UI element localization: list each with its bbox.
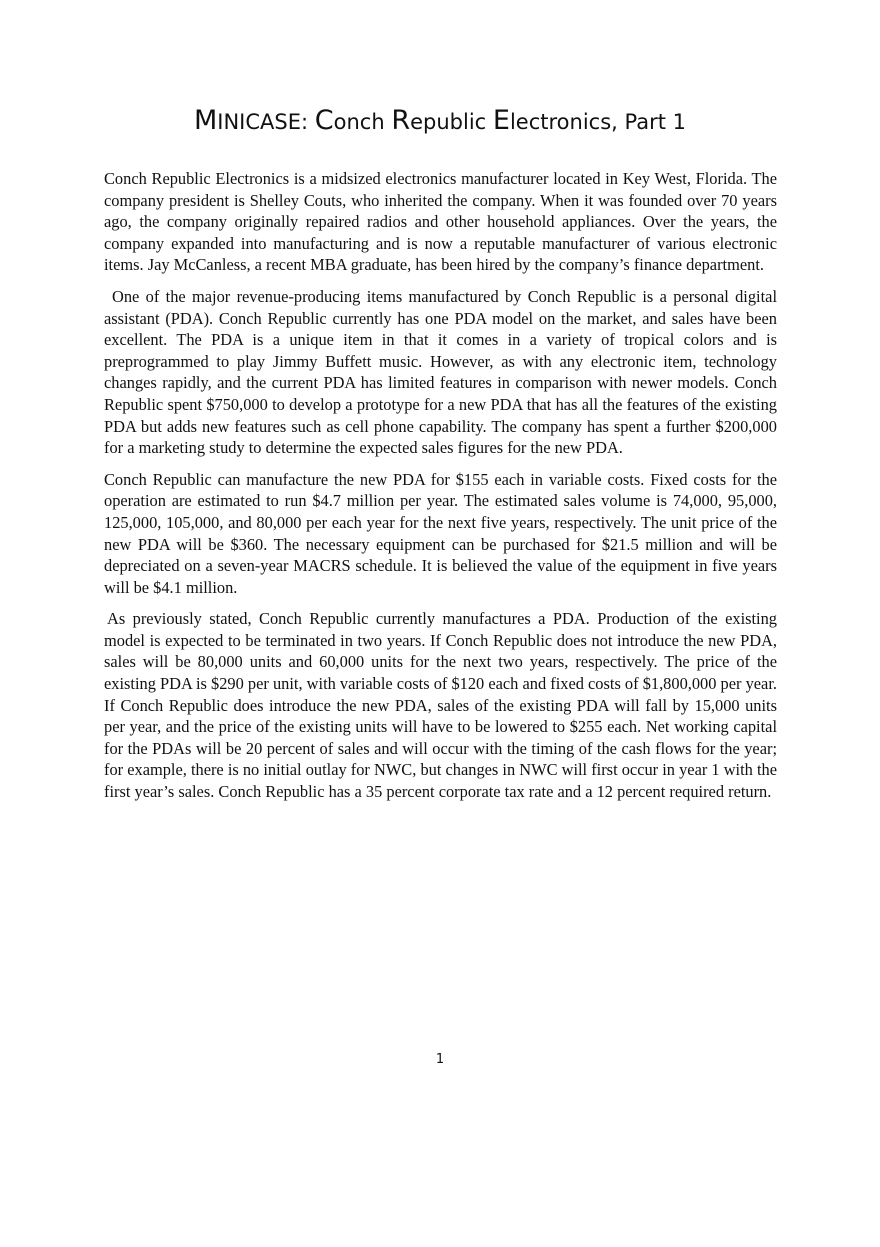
- title-word-conch: Conch: [314, 105, 385, 136]
- paragraph-company-background: Conch Republic Electronics is a midsized electronics manufacturer located in Key West, Florida. The company president is Shelley Couts, who inherited the company. When it was founded over 70 years ago, the company originally repaired radios and other household appliances. Over the years, the company expanded into manufacturing and is now a reputable manufacturer of various electronic items. Jay McCanless, a recent MBA graduate, has been hired by the company’s finance department.: [104, 169, 777, 275]
- title-word-electronics: Electronics,: [492, 105, 618, 136]
- title-word-minicase: MINICASE:: [193, 105, 309, 136]
- paragraph-existing-pda: As previously stated, Conch Republic currently manufactures a PDA. Production of the existing model is expected to be terminated in two years. If Conch Republic does not introduce the new PDA, sales will be 80,000 units and 60,000 units for the next two years, respectively. The price of the existing PDA is $290 per unit, with variable costs of $120 each and fixed costs of $1,800,000 per year. If Conch Republic does introduce the new PDA, sales of the existing PDA will fall by 15,000 units per year, and the price of the existing units will have to be lowered to $255 each. Net working capital for the PDAs will be 20 percent of sales and will occur with the timing of the cash flows for the year; for example, there is no initial outlay for NWC, but changes in NWC will first occur in year 1 with the first year’s sales. Conch Republic has a 35 percent corporate tax rate and a 12 percent required return.: [104, 609, 777, 802]
- title-part-label: Part 1: [624, 110, 687, 134]
- document-body: [104, 168, 777, 813]
- title-word-republic: Republic: [391, 105, 487, 136]
- document-title: [0, 104, 880, 139]
- page-number: 1: [435, 1052, 445, 1067]
- paragraph-new-pda-costs: Conch Republic can manufacture the new PDA for $155 each in variable costs. Fixed costs for the operation are estimated to run $4.7 million per year. The estimated sales volume is 74,000, 95,000, 125,000, 105,000, and 80,000 per each year for the next five years, respectively. The unit price of the new PDA will be $360. The necessary equipment can be purchased for $21.5 million and will be depreciated on a seven-year MACRS schedule. It is believed the value of the equipment in five years will be $4.1 million.: [104, 469, 777, 597]
- paragraph-pda-product: One of the major revenue-producing items manufactured by Conch Republic is a personal digital assistant (PDA). Conch Republic currently has one PDA model on the market, and sales have been excellent. The PDA is a unique item in that it comes in a variety of tropical colors and is preprogrammed to play Jimmy Buffett music. However, as with any electronic item, technology changes rapidly, and the current PDA has limited features in comparison with newer models. Conch Republic spent $750,000 to develop a prototype for a new PDA that has all the features of the existing PDA but adds new features such as cell phone capability. The company has spent a further $200,000 for a marketing study to determine the expected sales figures for the new PDA.: [104, 286, 777, 458]
